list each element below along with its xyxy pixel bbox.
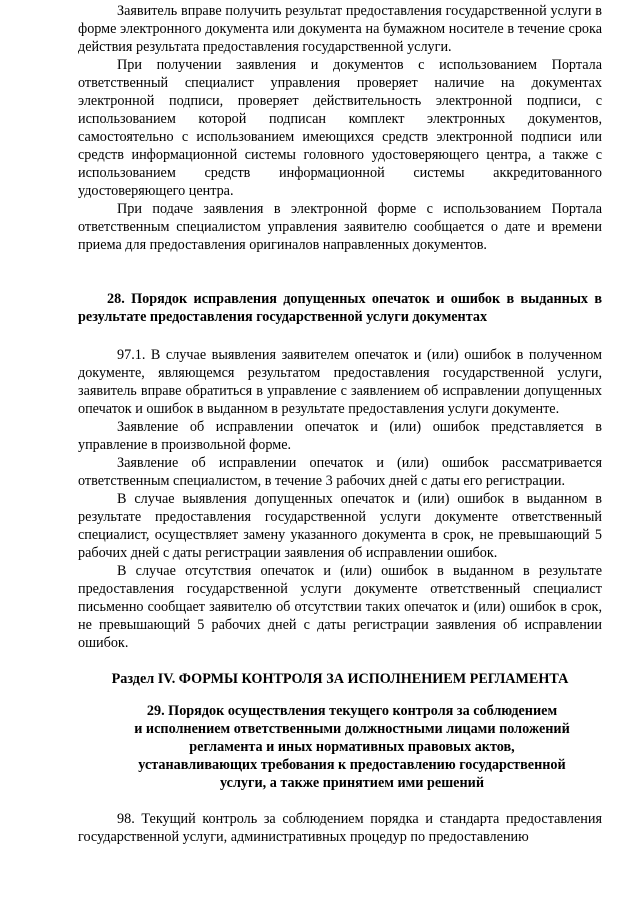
paragraph: Заявление об исправлении опечаток и (или) ошибок рассматривается ответственным специалистом, в течение 3 рабочих дней с даты его регистрации.: [78, 455, 602, 489]
paragraph: 98. Текущий контроль за соблюдением порядка и стандарта предоставления государственной услуги, административных процедур по предоставлению: [78, 811, 602, 845]
paragraph: При подаче заявления в электронной форме с использованием Портала ответственным специалистом управления заявителю сообщается о дате и времени приема для предоставления оригиналов направленных документов.: [78, 201, 602, 253]
heading-line: услуги, а также принятием ими решений: [220, 775, 484, 791]
section-heading-28: 28. Порядок исправления допущенных опечаток и ошибок в выданных в результате предоставления государственной услуги документах: [78, 291, 602, 325]
document-page: [78, 2, 602, 846]
heading-line: регламента и иных нормативных правовых актов,: [189, 739, 515, 755]
paragraph: В случае отсутствия опечаток и (или) ошибок в выданном в результате предоставления государственной услуги документе ответственный специалист письменно сообщает заявителю об отсутствии таких опечаток и (или) ошибок в срок, не превышающий 5 рабочих дней с даты регистрации заявления об исправлении ошибок.: [78, 563, 602, 651]
paragraph: В случае выявления допущенных опечаток и (или) ошибок в выданном в результате предоставления государственной услуги документе ответственный специалист, осуществляет замену указанного документа в срок, не превышающий 5 рабочих дней с даты регистрации заявления об исправлении ошибок.: [78, 491, 602, 561]
paragraph: При получении заявления и документов с использованием Портала ответственный специалист управления проверяет наличие на документах электронной подписи, проверяет действительность электронной подписи, с использованием которой подписан комплект электронных документов, самостоятельно с использованием имеющихся средств электронной подписи или средств информационной системы головного удостоверяющего центра, а также с использованием средств информационной системы аккредитованного удостоверяющего центра.: [78, 57, 602, 199]
paragraph: 97.1. В случае выявления заявителем опечаток и (или) ошибок в полученном документе, являющемся результатом предоставления государственной услуги, заявитель вправе обратиться в управление с заявлением об исправлении допущенных опечаток и ошибок в выданном в результате предоставления услуги документе.: [78, 347, 602, 417]
paragraph: Заявитель вправе получить результат предоставления государственной услуги в форме электронного документа или документа на бумажном носителе в течение срока действия результата предоставления государственной услуги.: [78, 3, 602, 55]
paragraph: Заявление об исправлении опечаток и (или) ошибок представляется в управление в произвольной форме.: [78, 419, 602, 453]
section-heading-29: [78, 702, 602, 792]
heading-line: и исполнением ответственными должностными лицами положений: [134, 721, 570, 737]
heading-line: устанавливающих требования к предоставлению государственной: [138, 757, 566, 773]
heading-line: 29. Порядок осуществления текущего контроля за соблюдением: [146, 703, 558, 719]
section-iv-title: Раздел IV. ФОРМЫ КОНТРОЛЯ ЗА ИСПОЛНЕНИЕМ РЕГЛАМЕНТА: [111, 671, 569, 687]
